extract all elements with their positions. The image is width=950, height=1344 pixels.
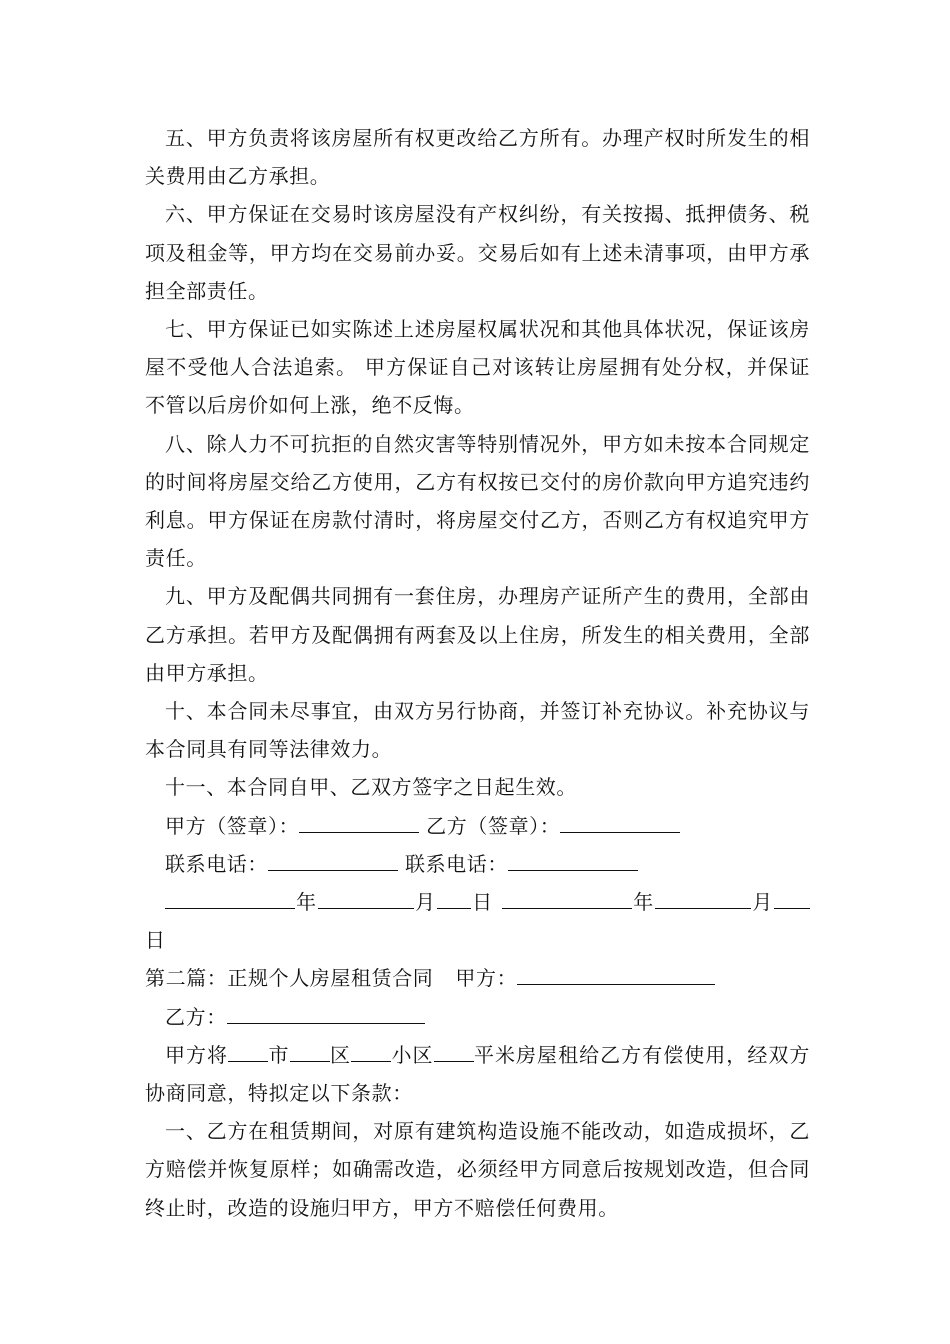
lease-clause-1: 一、乙方在租赁期间，对原有建筑构造设施不能改动，如造成损坏，乙方赔偿并恢复原样；如确需改造，必须经甲方同意后按规划改造，但合同终止时，改造的设施归甲方，甲方不赔偿任何费用。 xyxy=(145,1119,810,1220)
date-b-year: 年 xyxy=(632,890,656,915)
party-a-signature-blank xyxy=(299,814,419,833)
city-blank xyxy=(228,1043,268,1062)
date-b-month-blank xyxy=(655,890,751,909)
second-title-line xyxy=(145,959,810,997)
lease-intro-rest: 平米房屋租给乙方有偿使用，经双方协商同意，特拟定以下条款： xyxy=(145,1042,810,1106)
date-b-month: 月 xyxy=(751,890,774,915)
city-label: 市 xyxy=(268,1042,290,1067)
lease-intro xyxy=(145,1036,810,1112)
lease-party-a-blank xyxy=(517,966,715,985)
party-b-signature-label: 乙方（签章）： xyxy=(426,813,561,838)
date-b-day-blank xyxy=(774,890,810,909)
party-b-phone-blank xyxy=(508,852,638,871)
party-b-signature-blank xyxy=(560,814,680,833)
party-a-phone-blank xyxy=(268,852,398,871)
party-a-signature-label: 甲方（签章）： xyxy=(165,813,300,838)
lease-party-b-line xyxy=(145,998,810,1036)
signature-line xyxy=(145,807,810,845)
clause-7: 七、甲方保证已如实陈述上述房屋权属状况和其他具体状况，保证该房屋不受他人合法追索。 甲方保证自己对该转让房屋拥有处分权，并保证不管以后房价如何上涨，绝不反悔。 xyxy=(145,317,810,418)
community-label: 小区 xyxy=(391,1042,434,1067)
clause-11: 十一、本合同自甲、乙双方签字之日起生效。 xyxy=(165,775,577,800)
lease-party-b-label: 乙方： xyxy=(165,1004,227,1029)
clause-10: 十、本合同未尽事宜，由双方另行协商，并签订补充协议。补充协议与本合同具有同等法律效力。 xyxy=(145,699,810,762)
date-b-year-blank xyxy=(502,890,632,909)
community-blank xyxy=(351,1043,391,1062)
clause-9: 九、甲方及配偶共同拥有一套住房，办理房产证所产生的费用，全部由乙方承担。若甲方及配偶拥有两套及以上住房，所发生的相关费用，全部由甲方承担。 xyxy=(145,584,810,685)
date-a-day: 日 xyxy=(470,890,494,915)
clause-6: 六、甲方保证在交易时该房屋没有产权纠纷，有关按揭、抵押债务、税项及租金等，甲方均在交易前办妥。交易后如有上述未清事项，由甲方承担全部责任。 xyxy=(145,202,810,303)
lease-intro-start: 甲方将 xyxy=(165,1042,229,1067)
district-blank xyxy=(290,1043,330,1062)
party-b-phone-label: 联系电话： xyxy=(404,851,508,876)
date-a-year: 年 xyxy=(295,890,318,915)
phone-line xyxy=(145,845,810,883)
clause-8: 八、除人力不可抗拒的自然灾害等特别情况外，甲方如未按本合同规定的时间将房屋交给乙方使用，乙方有权按已交付的房价款向甲方追究违约利息。甲方保证在房款付清时，将房屋交付乙方，否则乙方有权追究甲方责任。 xyxy=(145,431,810,571)
district-label: 区 xyxy=(329,1042,352,1067)
second-article-title: 第二篇：正规个人房屋租赁合同 xyxy=(145,966,434,991)
date-a-year-blank xyxy=(165,890,295,909)
date-a-month-blank xyxy=(318,890,414,909)
area-blank xyxy=(434,1043,474,1062)
lease-party-a-label: 甲方： xyxy=(455,966,518,991)
date-line xyxy=(145,883,810,959)
date-b-day: 日 xyxy=(145,928,166,953)
lease-party-b-blank xyxy=(227,1005,425,1024)
clause-5: 五、甲方负责将该房屋所有权更改给乙方所有。办理产权时所发生的相关费用由乙方承担。 xyxy=(145,126,810,189)
date-a-month: 月 xyxy=(413,890,437,915)
date-a-day-blank xyxy=(437,890,471,909)
party-a-phone-label: 联系电话： xyxy=(165,851,268,876)
document-page xyxy=(145,119,810,1227)
